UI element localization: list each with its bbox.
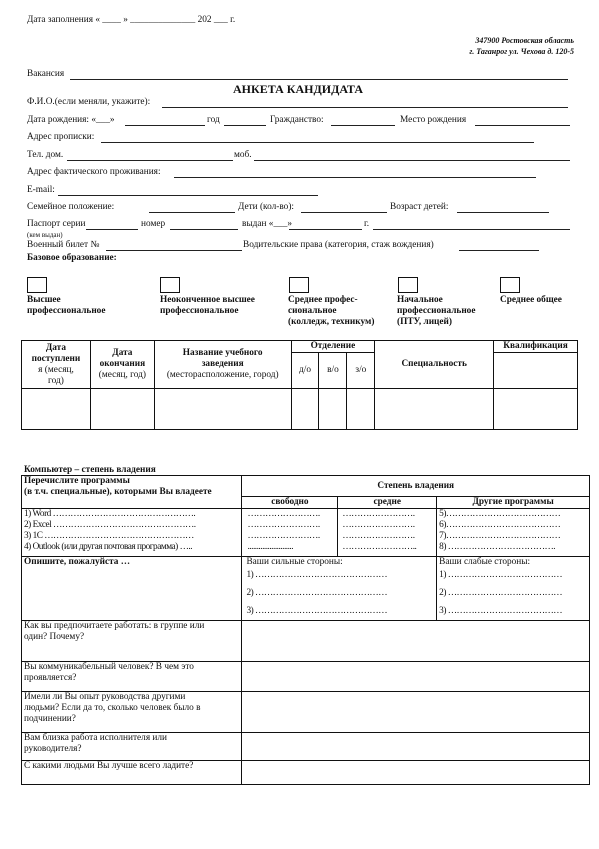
passport-number-label: номер: [141, 219, 166, 229]
email-field[interactable]: [58, 195, 318, 196]
answer-leadership[interactable]: [242, 692, 590, 733]
education-checkbox-secondary-general[interactable]: [500, 277, 520, 293]
home-phone-label: Тел. дом.: [27, 150, 64, 160]
specialty-cell[interactable]: [375, 389, 494, 430]
children-age-field[interactable]: [457, 212, 549, 213]
passport-issuer-field[interactable]: [373, 229, 570, 230]
dept-evening-cell[interactable]: [319, 389, 347, 430]
strengths-cell[interactable]: Ваши сильные стороны: 1) ……………………………………… 2) ……………………………………… 3) ………………………………………: [242, 557, 437, 621]
describe-label: Опишите, пожалуйста …: [22, 557, 242, 621]
birthplace-field[interactable]: [475, 125, 570, 126]
col-dept-evening: в/о: [319, 353, 347, 389]
question-leadership: Имели ли Вы опыт руководства другими людьми? Если да то, сколько человек было в подчинении?: [22, 692, 242, 733]
computer-heading: Компьютер – степень владения: [24, 465, 156, 475]
driving-field[interactable]: [459, 250, 539, 251]
passport-number-field[interactable]: [170, 229, 238, 230]
level-free-header: свободно: [242, 497, 338, 509]
education-heading: Базовое образование:: [27, 253, 117, 263]
fill-date: Дата заполнения « ____ » ______________ 202 ___ г.: [27, 15, 236, 25]
email-label: E-mail:: [27, 185, 55, 195]
question-people: С какими людьми Вы лучше всего ладите?: [22, 761, 242, 785]
year-label: год: [207, 115, 220, 125]
vacancy-label: Вакансия: [27, 69, 65, 79]
dept-correspondence-cell[interactable]: [347, 389, 375, 430]
vacancy-field[interactable]: [70, 79, 568, 80]
level-medium-header: средне: [338, 497, 437, 509]
fio-label: Ф.И.О.(если меняли, укажите):: [27, 97, 151, 107]
education-checkbox-incomplete-higher[interactable]: [160, 277, 180, 293]
education-checkbox-higher[interactable]: [27, 277, 47, 293]
computer-table: [21, 475, 590, 785]
form-title: АНКЕТА КАНДИДАТА: [233, 82, 364, 96]
children-field[interactable]: [301, 212, 387, 213]
question-role: Вам близка работа исполнителя или руководителя?: [22, 733, 242, 761]
passport-year-label: г.: [364, 219, 370, 229]
children-age-label: Возраст детей:: [390, 202, 449, 212]
col-dept-day: д/о: [291, 353, 319, 389]
passport-issued-label: выдан «___»: [242, 219, 293, 229]
answer-role[interactable]: [242, 733, 590, 761]
col-institution: Название учебного заведения (месторасположение, город): [154, 341, 291, 389]
education-option-incomplete-higher: Неоконченное высшее профессиональное: [160, 295, 255, 316]
programs-header: Перечислите программы (в т.ч. специальные), которыми Вы владеете: [22, 476, 242, 509]
question-communication: Вы коммуникабельный человек? В чем это проявляется?: [22, 662, 242, 692]
actual-address-label: Адрес фактического проживания:: [27, 167, 161, 177]
military-label: Военный билет №: [27, 240, 100, 250]
military-field[interactable]: [106, 250, 242, 251]
answer-people[interactable]: [242, 761, 590, 785]
col-dept-correspondence: з/о: [347, 353, 375, 389]
level-header: Степень владения: [242, 476, 590, 497]
dob-label: Дата рождения: «___»: [27, 115, 115, 125]
qualification-cell-header: [494, 353, 578, 389]
col-qualification: Квалификация: [494, 341, 578, 353]
education-option-secondary-general: Среднее общее: [500, 295, 562, 305]
institution-cell[interactable]: [154, 389, 291, 430]
education-checkbox-secondary-professional[interactable]: [289, 277, 309, 293]
question-teamwork: Как вы предпочитаете работать: в группе или один? Почему?: [22, 621, 242, 662]
col-admission-date: Дата поступлени я (месяц, год): [22, 341, 91, 389]
weaknesses-cell[interactable]: Ваши слабые стороны: 1) ………………………………… 2) ………………………………… 3) …………………………………: [437, 557, 590, 621]
reg-address-label: Адрес прописки:: [27, 132, 95, 142]
level-free-cell[interactable]: ……………………. ……………………. ……………………. .........................: [242, 509, 338, 557]
education-option-initial-professional: Начальное профессиональное (ПТУ, лицей): [397, 295, 476, 327]
reg-address-field[interactable]: [101, 142, 534, 143]
answer-teamwork[interactable]: [242, 621, 590, 662]
mobile-label: моб.: [234, 150, 252, 160]
dept-day-cell[interactable]: [291, 389, 319, 430]
qualification-cell[interactable]: [494, 389, 578, 430]
education-option-secondary-professional: Среднее профес- сиональное (колледж, техникум): [288, 295, 375, 327]
dob-year-field[interactable]: [224, 125, 266, 126]
programs-list[interactable]: 1) Word …………………………………………. 2) Excel …………………………………………. 3) 1C …………………………………………… 4) Outlook (или другая почтовая программа) …..: [22, 509, 242, 557]
education-table: [21, 340, 578, 430]
education-checkbox-initial-professional[interactable]: [398, 277, 418, 293]
passport-issued-by: (кем выдан): [27, 231, 63, 239]
dob-month-field[interactable]: [125, 125, 205, 126]
fio-field[interactable]: [162, 107, 568, 108]
education-option-higher: Высшее профессиональное: [27, 295, 106, 316]
company-address-line1: 347900 Ростовская область: [475, 36, 574, 45]
col-graduation-date: Дата окончания (месяц, год): [90, 341, 154, 389]
col-specialty: Специальность: [375, 341, 494, 389]
birthplace-label: Место рождения: [400, 115, 467, 125]
home-phone-field[interactable]: [67, 160, 233, 161]
answer-communication[interactable]: [242, 662, 590, 692]
passport-series-label: Паспорт серии: [27, 219, 86, 229]
citizenship-field[interactable]: [331, 125, 395, 126]
citizenship-label: Гражданство:: [270, 115, 324, 125]
family-label: Семейное положение:: [27, 202, 115, 212]
admission-cell[interactable]: [22, 389, 91, 430]
children-label: Дети (кол-во):: [238, 202, 294, 212]
passport-issued-date-field[interactable]: [289, 229, 362, 230]
col-department: Отделение: [291, 341, 375, 353]
company-address-line2: г. Таганрог ул. Чехова д. 120-5: [469, 47, 574, 56]
passport-series-field[interactable]: [86, 229, 138, 230]
other-programs-cell[interactable]: 5)………………………………… 6)………………………………… 7)………………………………… 8) ……………………………….: [437, 509, 590, 557]
mobile-field[interactable]: [254, 160, 570, 161]
actual-address-field[interactable]: [174, 177, 536, 178]
family-field[interactable]: [149, 212, 235, 213]
graduation-cell[interactable]: [90, 389, 154, 430]
driving-label: Водительские права (категория, стаж вождения): [243, 240, 434, 250]
level-other-header: Другие программы: [437, 497, 590, 509]
level-medium-cell[interactable]: ……………………. ……………………. ……………………. ……………………..: [338, 509, 437, 557]
